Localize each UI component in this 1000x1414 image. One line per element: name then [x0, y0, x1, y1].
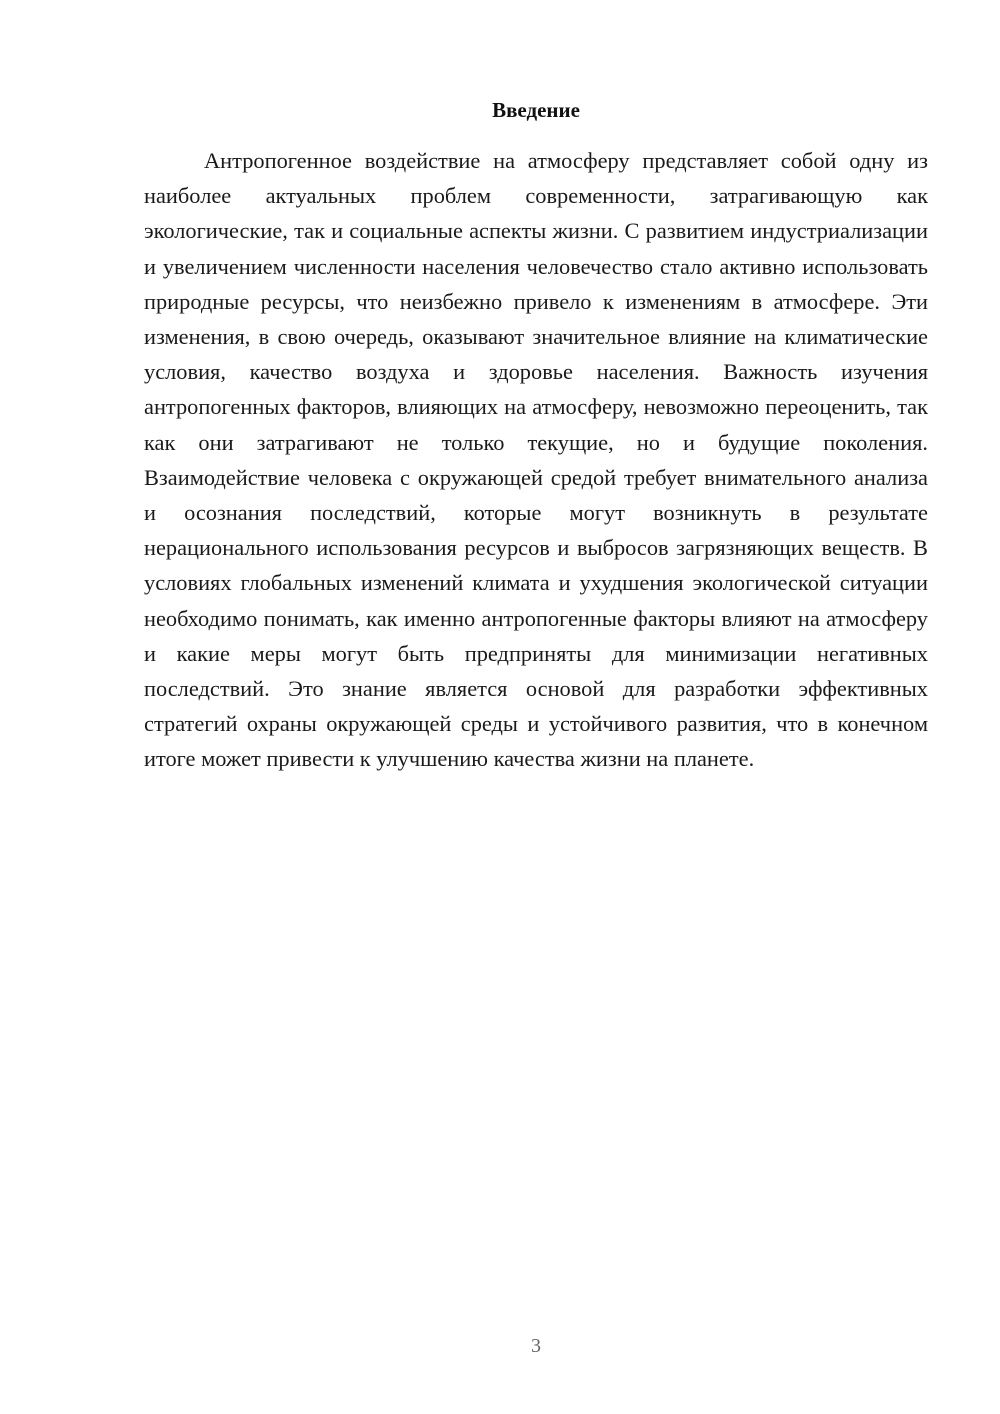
- body-paragraph: Антропогенное воздействие на атмосферу представляет собой одну из наиболее актуальных проблем современности, затрагивающую как экологические, так и социальные аспекты жизни. С развитием индустриализации и увеличением численности населения человечество стало активно использовать природные ресурсы, что неизбежно привело к изменениям в атмосфере. Эти изменения, в свою очередь, оказывают значительное влияние на климатические условия, качество воздуха и здоровье населения. Важность изучения антропогенных факторов, влияющих на атмосферу, невозможно переоценить, так как они затрагивают не только текущие, но и будущие поколения. Взаимодействие человека с окружающей средой требует внимательного анализа и осознания последствий, которые могут возникнуть в результате нерационального использования ресурсов и выбросов загрязняющих веществ. В условиях глобальных изменений климата и ухудшения экологической ситуации необходимо понимать, как именно антропогенные факторы влияют на атмосферу и какие меры могут быть предприняты для минимизации негативных последствий. Это знание является основой для разработки эффективных стратегий охраны окружающей среды и устойчивого развития, что в конечном итоге может привести к улучшению качества жизни на планете.: [144, 148, 928, 772]
- page-number: 3: [531, 1335, 541, 1357]
- section-heading: Введение: [492, 98, 580, 122]
